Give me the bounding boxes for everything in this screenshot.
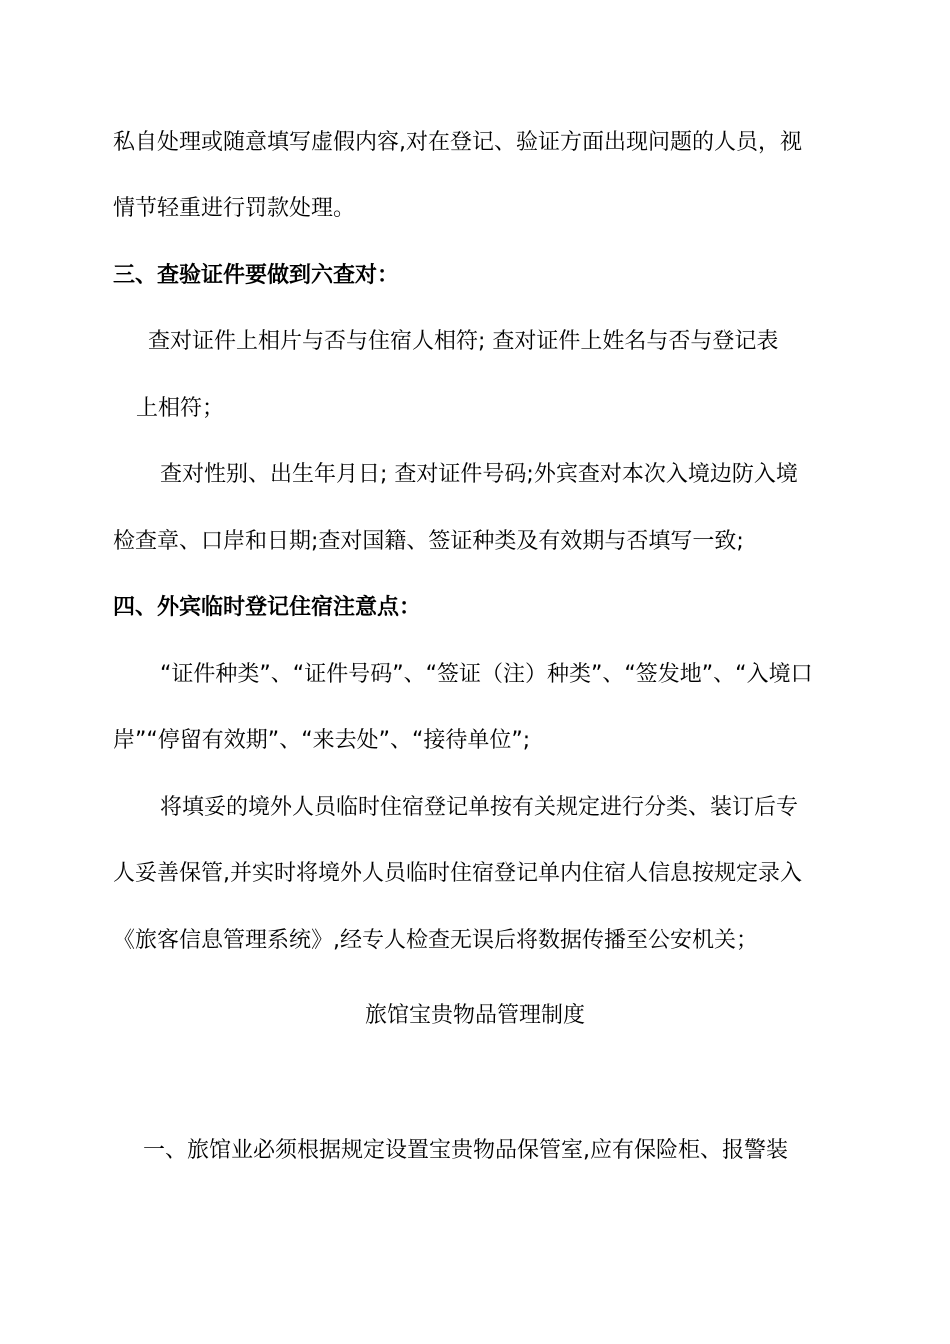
paragraph-line: 岸”“停留有效期”、“来去处”、“接待单位”; — [113, 728, 531, 753]
paragraph-line: 查对证件上相片与否与住宿人相符; 查对证件上姓名与否与登记表 — [148, 329, 779, 354]
paragraph-line: 《旅客信息管理系统》,经专人检查无误后将数据传播至公安机关； — [113, 928, 758, 953]
paragraph-line: “证件种类”、“证件号码”、“签证（注）种类”、“签发地”、“入境口 — [160, 662, 813, 687]
paragraph-line: 情节轻重进行罚款处理。 — [113, 196, 356, 221]
paragraph-line: 一、旅馆业必须根据规定设置宝贵物品保管室,应有保险柜、报警装 — [143, 1138, 788, 1163]
paragraph-line: 人妥善保管,并实时将境外人员临时住宿登记单内住宿人信息按规定录入 — [113, 861, 802, 886]
paragraph-line: 上相符； — [136, 396, 225, 421]
paragraph-line: 将填妥的境外人员临时住宿登记单按有关规定进行分类、装订后专 — [160, 795, 799, 820]
paragraph-line: 检查章、口岸和日期;查对国籍、签证种类及有效期与否填写一致; — [113, 529, 744, 554]
paragraph-line: 查对性别、出生年月日; 查对证件号码;外宾查对本次入境边防入境 — [160, 462, 798, 487]
document-title: 旅馆宝贵物品管理制度 — [364, 1003, 585, 1028]
paragraph-line: 私自处理或随意填写虚假内容,对在登记、验证方面出现问题的人员，视 — [113, 130, 802, 155]
section-heading: 四、外宾临时登记住宿注意点： — [113, 595, 422, 620]
section-heading: 三、查验证件要做到六查对： — [113, 263, 400, 288]
